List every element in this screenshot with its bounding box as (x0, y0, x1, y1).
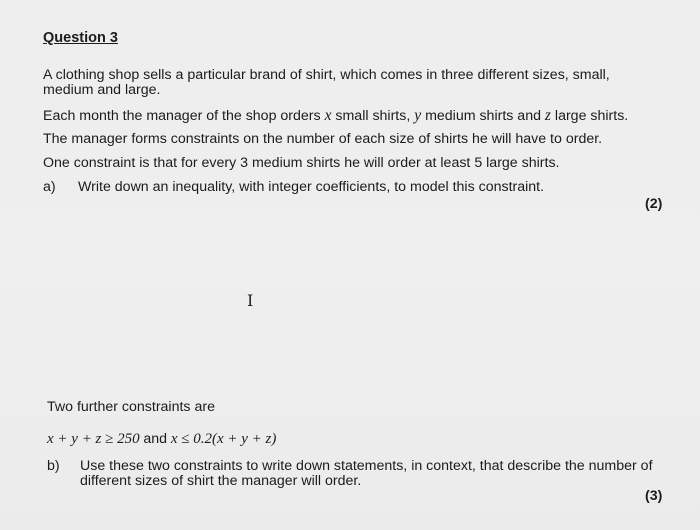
inequality-2: x ≤ 0.2(x + y + z) (170, 431, 277, 447)
orders-mid1: small shirts, (331, 108, 415, 124)
intro-line-2: medium and large. (43, 82, 161, 98)
constraints-intro: The manager forms constraints on the number of each size of shirts he will have to order. (43, 131, 603, 147)
part-a-label: a) (43, 179, 56, 195)
var-y: y (414, 107, 422, 124)
question-title: Question 3 (43, 30, 118, 46)
orders-line (43, 107, 628, 125)
part-a-marks: (2) (645, 196, 663, 212)
text-cursor-icon: I (247, 291, 254, 310)
part-b-label: b) (47, 458, 60, 474)
intro-line-1: A clothing shop sells a particular brand of shirt, which comes in three different sizes, small, (43, 67, 610, 83)
part-b-line-2: different sizes of shirt the manager will order. (80, 473, 362, 489)
var-x: x (324, 107, 332, 124)
inequality-1: x + y + z ≥ 250 (47, 431, 140, 447)
further-constraints: Two further constraints are (47, 399, 215, 415)
part-a-text: Write down an inequality, with integer coefficients, to model this constraint. (78, 179, 545, 195)
inequalities-line (47, 431, 276, 448)
one-constraint: One constraint is that for every 3 medium shirts he will order at least 5 large shirts. (43, 155, 560, 171)
orders-pre: Each month the manager of the shop orders (43, 108, 325, 124)
orders-post: large shirts. (550, 108, 629, 124)
var-z: z (544, 107, 551, 124)
part-b-line-1: Use these two constraints to write down statements, in context, that describe the number of (80, 458, 653, 474)
part-b-marks: (3) (645, 488, 663, 504)
orders-mid2: medium shirts and (421, 108, 545, 124)
inequality-joiner: and (143, 431, 168, 447)
